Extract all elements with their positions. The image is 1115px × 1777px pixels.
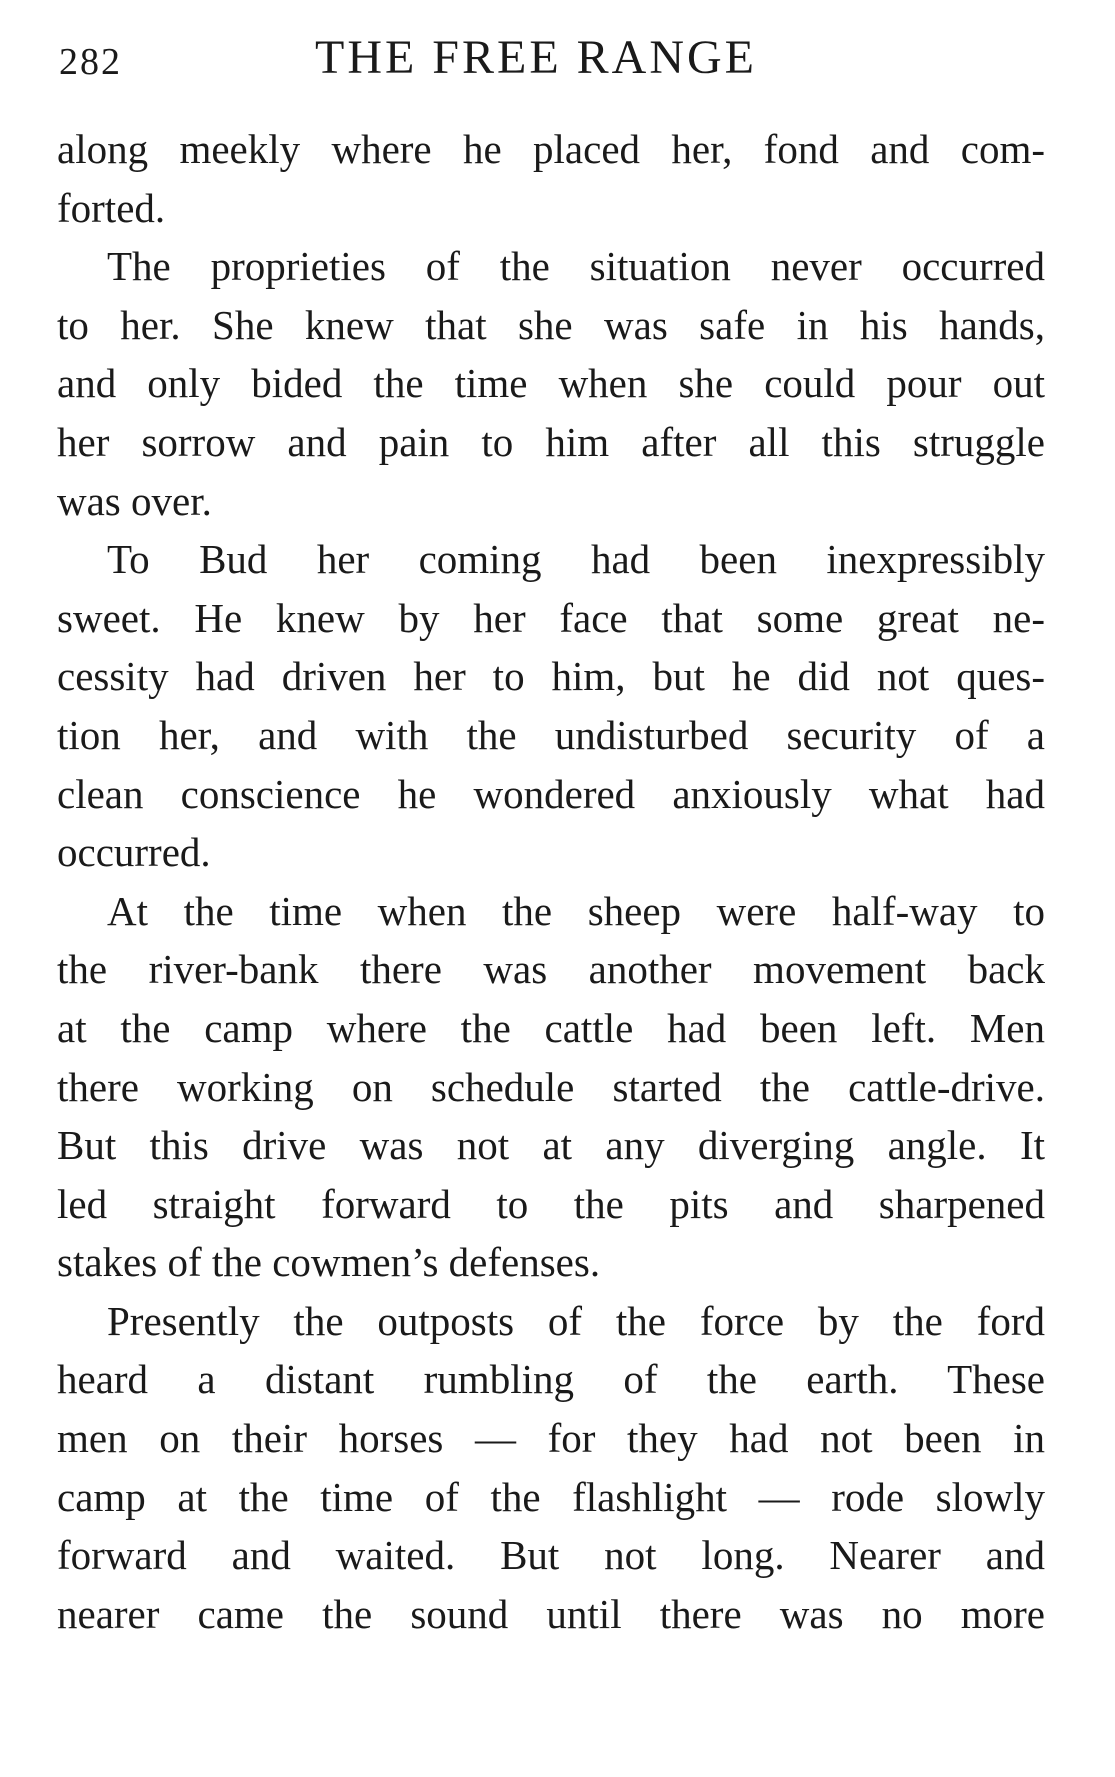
text-line: nearer came the sound until there was no more [57,1590,1045,1637]
text-line: camp at the time of the flashlight — rode slowly [57,1473,1045,1520]
text-line: heard a distant rumbling of the earth. These [57,1356,1045,1403]
page-header [57,0,1045,92]
text-line: To Bud her coming had been inexpressibly [107,536,1045,583]
text-line: was over. [57,477,212,524]
text-line: Presently the outposts of the force by the ford [107,1297,1045,1344]
text-line: occurred. [57,829,211,876]
text-line: tion her, and with the undisturbed security of a [57,711,1045,758]
text-line: But this drive was not at any diverging angle. It [57,1122,1045,1169]
text-line: men on their horses — for they had not been in [57,1415,1045,1462]
text-line: along meekly where he placed her, fond and com- [57,126,1045,172]
text-line: stakes of the cowmen’s defenses. [57,1239,601,1286]
text-line: the river-bank there was another movement back [57,946,1045,993]
text-line: there working on schedule started the cattle-drive. [57,1063,1045,1110]
running-title: THE FREE RANGE [315,31,757,84]
body-text [57,120,1045,1643]
text-line: and only bided the time when she could pour out [57,360,1045,407]
text-line: at the camp where the cattle had been left. Men [57,1004,1045,1051]
text-line: sweet. He knew by her face that some great ne- [57,594,1045,641]
text-line: cessity had driven her to him, but he did not ques- [57,653,1045,700]
book-page [57,0,1045,1637]
page-number: 282 [59,41,122,83]
text-line: led straight forward to the pits and sharpened [57,1180,1045,1227]
text-line: her sorrow and pain to him after all this struggle [57,418,1045,465]
text-line: to her. She knew that she was safe in his hands, [57,301,1045,348]
text-line: forward and waited. But not long. Nearer and [57,1532,1045,1579]
text-line: At the time when the sheep were half-way to [107,887,1045,934]
text-line: forted. [57,184,166,231]
text-line: clean conscience he wondered anxiously what had [57,770,1045,817]
text-line: The proprieties of the situation never occurred [107,243,1045,290]
